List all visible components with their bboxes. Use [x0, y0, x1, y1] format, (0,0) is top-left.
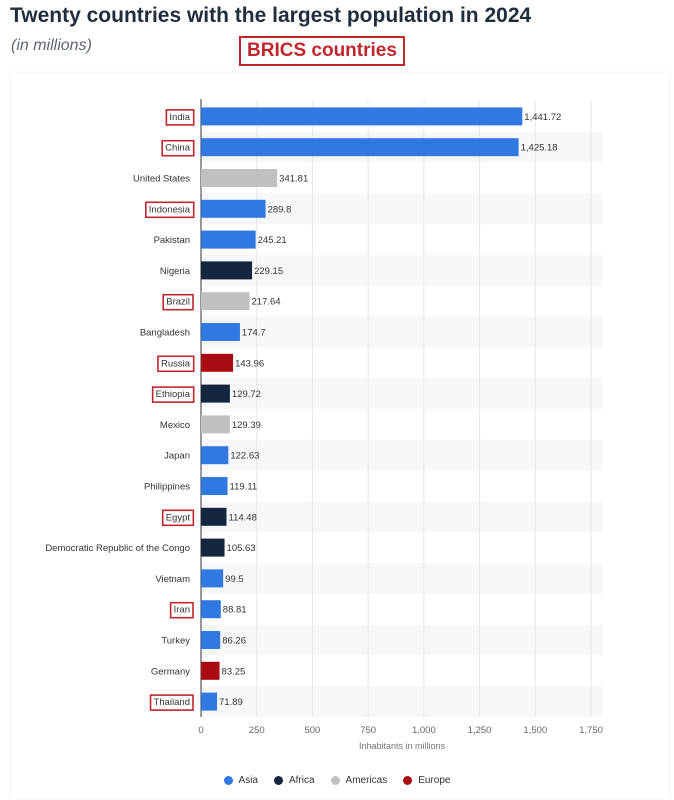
chart-subtitle: (in millions) — [11, 37, 92, 54]
legend-label: Europe — [418, 775, 451, 786]
category-label: Japan — [164, 450, 190, 462]
bar — [201, 385, 230, 403]
value-label: 341.81 — [279, 173, 309, 185]
value-label: 86.26 — [222, 635, 247, 647]
value-label: 1,441.72 — [524, 111, 562, 123]
category-label: Ethiopia — [155, 389, 190, 401]
category-label: Nigeria — [159, 265, 190, 277]
bar — [201, 415, 230, 433]
bar — [201, 662, 220, 680]
row-band — [201, 501, 603, 532]
legend-label: Americas — [345, 775, 388, 786]
value-label: 143.96 — [235, 358, 265, 370]
legend-item-africa[interactable] — [274, 775, 315, 786]
category-label: Russia — [160, 358, 190, 370]
chart-title: Twenty countries with the largest population in 2024 — [10, 4, 532, 27]
value-label: 99.5 — [225, 573, 244, 585]
legend-item-europe[interactable] — [403, 775, 450, 786]
x-tick-label: 500 — [304, 725, 321, 736]
bar — [201, 231, 256, 249]
value-label: 245.21 — [257, 235, 287, 247]
value-label: 174.7 — [241, 327, 266, 339]
x-axis-title: Inhabitants in millions — [358, 741, 446, 751]
value-label: 217.64 — [251, 296, 281, 308]
legend-item-americas[interactable] — [331, 775, 388, 786]
category-label: Pakistan — [153, 235, 190, 247]
legend-label: Asia — [238, 775, 258, 786]
x-tick-label: 1,750 — [579, 725, 603, 736]
x-tick-label: 1,250 — [467, 725, 492, 736]
bar — [201, 600, 221, 618]
row-band — [201, 378, 603, 409]
bar — [201, 354, 233, 372]
bar — [201, 631, 220, 649]
x-tick-label: 750 — [360, 725, 377, 736]
x-tick-label: 250 — [248, 725, 265, 736]
row-band — [201, 563, 603, 594]
category-label: Vietnam — [155, 573, 190, 585]
x-tick-label: 1,000 — [411, 725, 436, 736]
value-label: 122.63 — [230, 450, 260, 462]
bar — [201, 107, 522, 125]
bar — [201, 261, 252, 279]
chart-legend — [0, 775, 674, 786]
bar — [201, 477, 228, 495]
row-band — [201, 686, 603, 717]
bar — [201, 292, 250, 310]
legend-label: Africa — [288, 775, 315, 786]
value-label: 129.39 — [231, 419, 261, 431]
category-label: Thailand — [153, 697, 190, 709]
x-tick-label: 1,500 — [523, 725, 548, 736]
category-label: India — [169, 111, 190, 123]
legend-dot-icon — [274, 776, 283, 785]
legend-dot-icon — [224, 776, 233, 785]
value-label: 1,425.18 — [520, 142, 558, 154]
category-label: Mexico — [159, 419, 190, 431]
value-label: 289.8 — [267, 204, 292, 216]
category-label: Indonesia — [148, 204, 190, 216]
value-label: 105.63 — [226, 543, 256, 555]
row-band — [201, 440, 603, 471]
category-label: Egypt — [165, 512, 190, 524]
category-label: Turkey — [161, 635, 190, 647]
x-tick-label: 0 — [198, 725, 204, 736]
category-label: United States — [132, 173, 190, 185]
category-label: China — [165, 142, 190, 154]
bar — [201, 508, 227, 526]
category-label: Democratic Republic of the Congo — [45, 543, 190, 555]
category-label: Iran — [173, 604, 190, 616]
value-label: 71.89 — [219, 697, 243, 709]
bar — [201, 569, 223, 587]
brics-badge: BRICS countries — [239, 36, 405, 66]
row-band — [201, 625, 603, 656]
value-label: 114.48 — [228, 512, 257, 524]
bar — [201, 138, 519, 156]
bar — [201, 539, 225, 557]
category-label: Bangladesh — [139, 327, 190, 339]
bar — [201, 200, 266, 218]
category-label: Germany — [150, 666, 190, 678]
value-label: 229.15 — [254, 265, 284, 277]
bar — [201, 446, 228, 464]
legend-dot-icon — [403, 776, 412, 785]
bar — [201, 323, 240, 341]
value-label: 88.81 — [222, 604, 247, 616]
bar — [201, 693, 217, 711]
value-label: 83.25 — [221, 666, 246, 678]
category-label: Philippines — [144, 481, 190, 493]
legend-dot-icon — [331, 776, 340, 785]
value-label: 129.72 — [231, 389, 261, 401]
value-label: 119.11 — [229, 481, 258, 493]
bar — [201, 169, 277, 187]
legend-item-asia[interactable] — [224, 775, 258, 786]
category-label: Brazil — [166, 296, 190, 308]
